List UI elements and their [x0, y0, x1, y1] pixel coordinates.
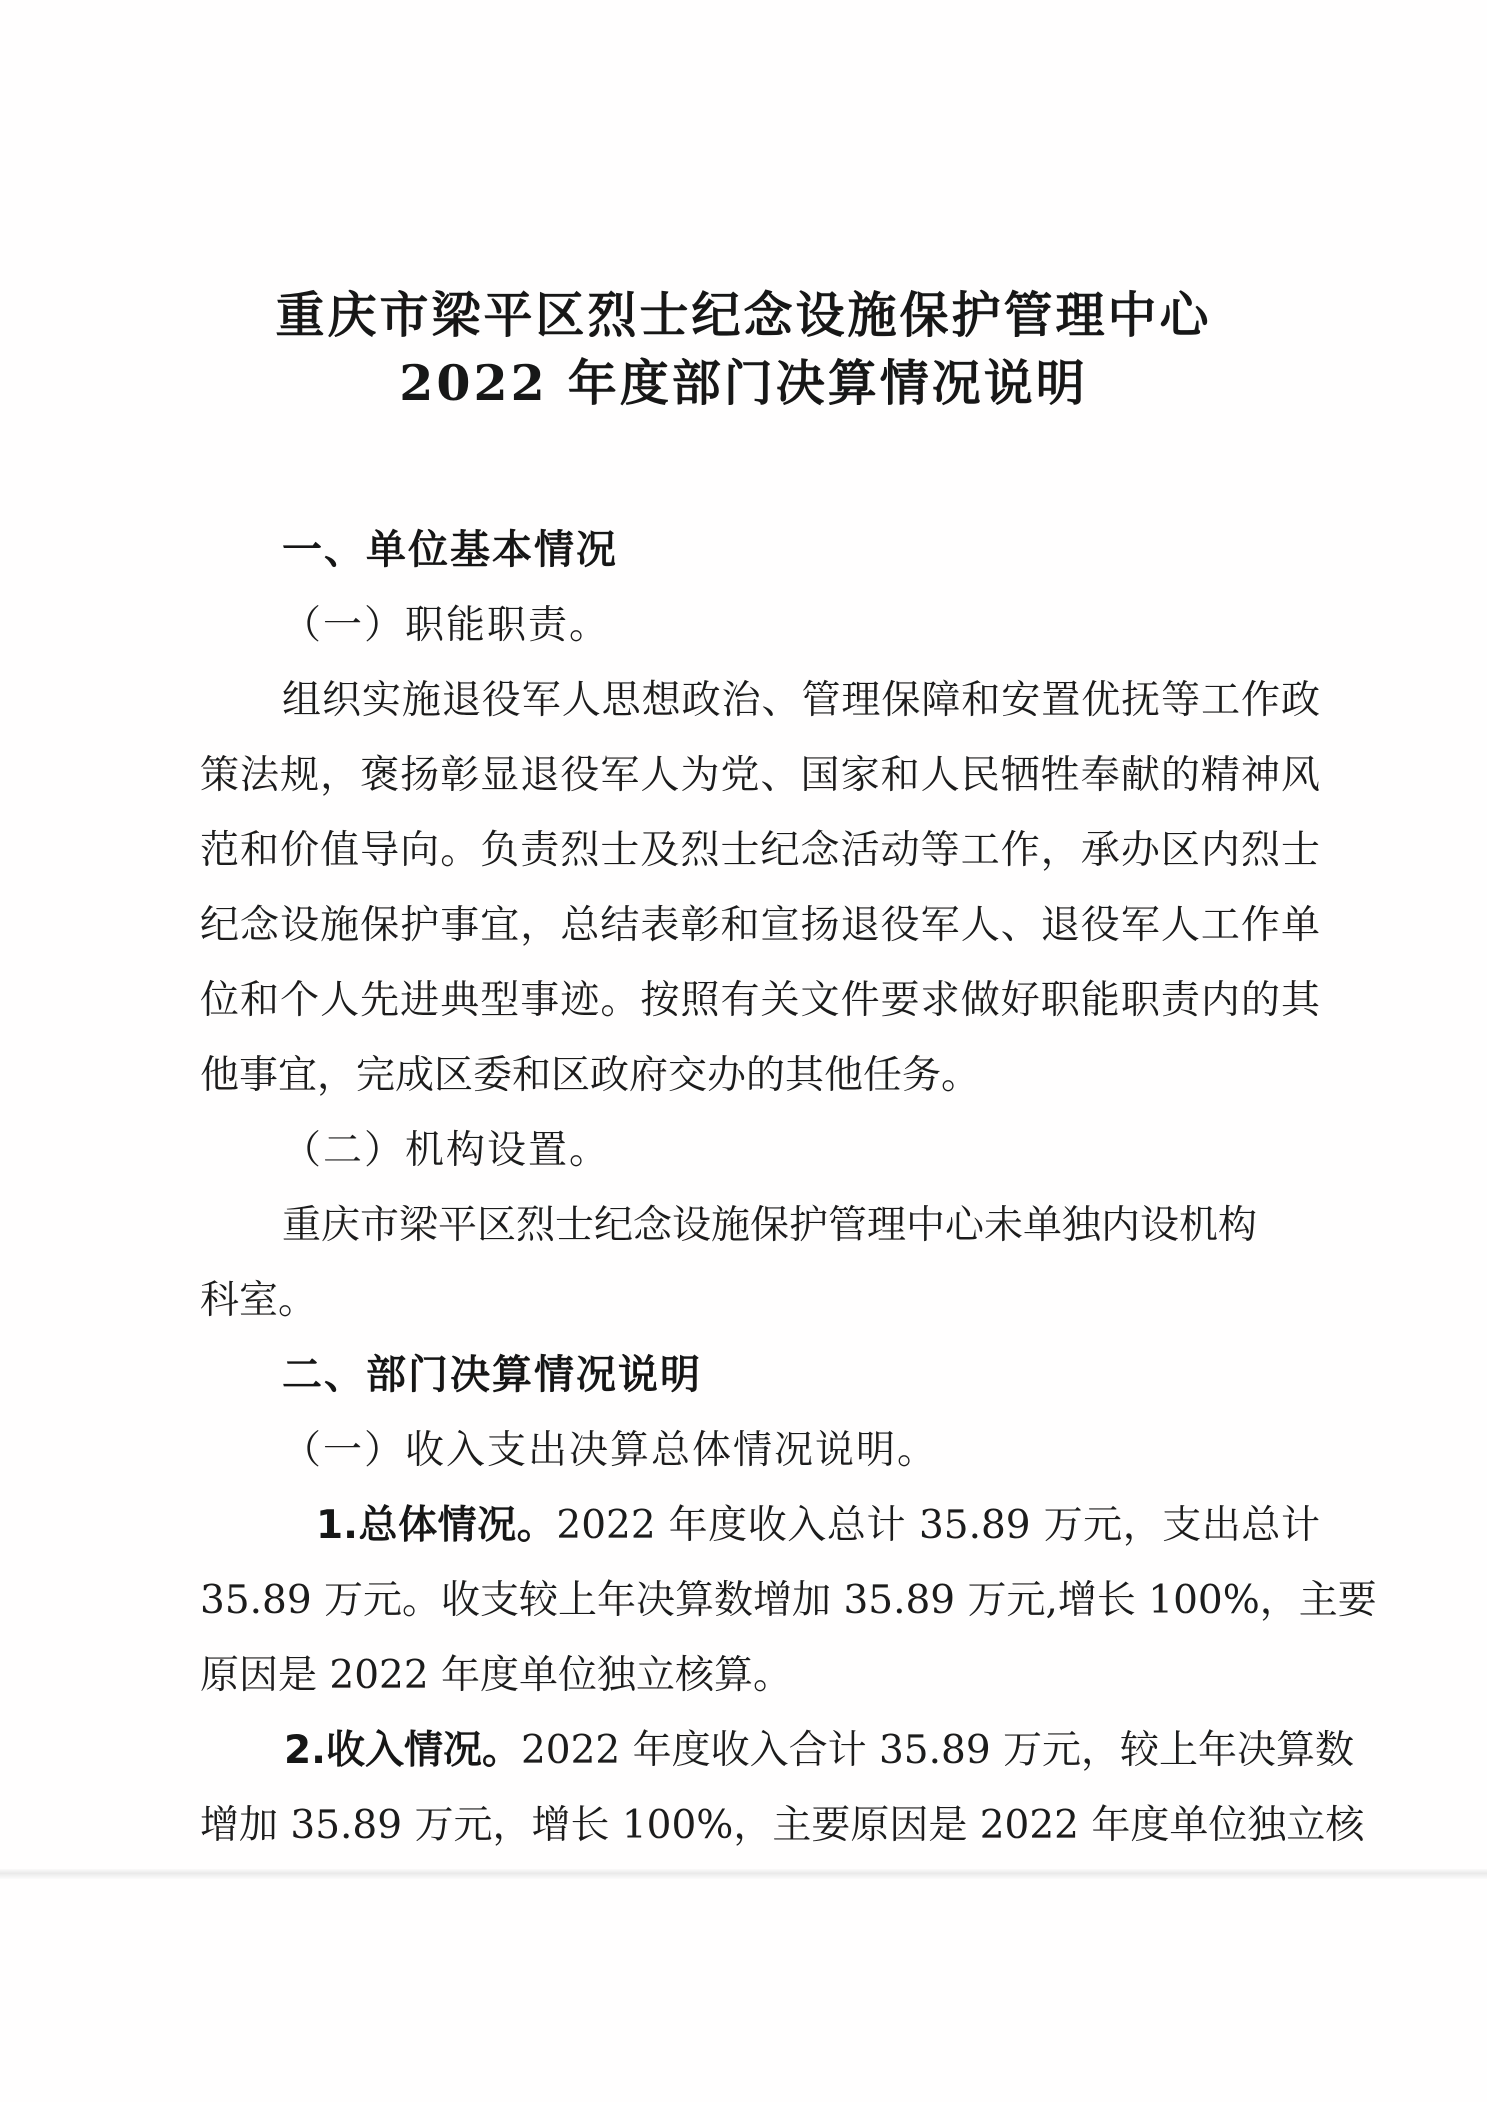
document-body [200, 513, 1377, 1863]
para-org-line-2: 科室。 [200, 1278, 318, 1323]
para-income-line-1-text: 2022 年度收入合计 35.89 万元，较上年决算数 [520, 1728, 1355, 1773]
para-total-line-3: 原因是 2022 年度单位独立核算。 [200, 1653, 793, 1698]
para-duties-line-1: 组织实施退役军人思想政治、管理保障和安置优抚等工作政 [282, 678, 1320, 723]
para-duties-line-3: 范和价值导向。负责烈士及烈士纪念活动等工作，承办区内烈士 [200, 828, 1320, 873]
section-2-1-subheading: （一）收入支出决算总体情况说明。 [282, 1428, 939, 1473]
para-total-line-2: 35.89 万元。收支较上年决算数增加 35.89 万元,增长 100%，主要 [200, 1578, 1377, 1623]
section-1-heading: 一、单位基本情况 [282, 527, 618, 573]
para-total-lead: 1.总体情况。 [316, 1503, 557, 1548]
para-duties-line-5: 位和个人先进典型事迹。按照有关文件要求做好职能职责内的其 [200, 978, 1320, 1023]
para-total-line-1 [200, 1488, 1320, 1563]
document-title-line-1: 重庆市梁平区烈士纪念设施保护管理中心 [275, 286, 1212, 344]
section-2-heading: 二、部门决算情况说明 [282, 1352, 702, 1398]
para-total-line-1-text: 2022 年度收入总计 35.89 万元，支出总计 [556, 1503, 1321, 1548]
para-income-line-2: 增加 35.89 万元，增长 100%，主要原因是 2022 年度单位独立核 [200, 1803, 1365, 1848]
para-duties-line-4: 纪念设施保护事宜，总结表彰和宣扬退役军人、退役军人工作单 [200, 903, 1320, 948]
para-duties-line-6: 他事宜，完成区委和区政府交办的其他任务。 [200, 1053, 981, 1098]
document-title [0, 281, 1487, 417]
para-income-line-1 [200, 1713, 1355, 1788]
para-org-line-1: 重庆市梁平区烈士纪念设施保护管理中心未单独内设机构 [282, 1203, 1258, 1248]
scan-artifact-line [0, 1869, 1487, 1879]
document-title-line-2: 2022 年度部门决算情况说明 [399, 354, 1088, 412]
section-1-2-subheading: （二）机构设置。 [282, 1128, 611, 1173]
para-duties-line-2: 策法规，褒扬彰显退役军人为党、国家和人民牺牲奉献的精神风 [200, 753, 1320, 798]
section-1-1-subheading: （一）职能职责。 [282, 603, 611, 648]
para-income-lead: 2.收入情况。 [284, 1728, 521, 1773]
